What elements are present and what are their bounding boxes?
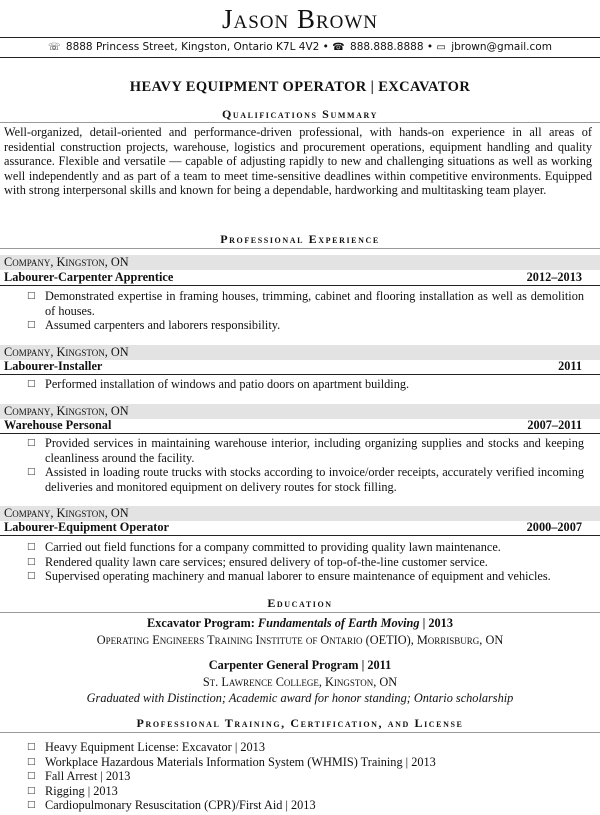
training-list — [0, 740, 600, 813]
list-item: □ Assumed carpenters and laborers responsibility. — [27, 318, 281, 333]
education-school: St. Lawrence College, Kingston, ON — [202, 674, 398, 689]
checkbox-bullet-icon: □ — [27, 542, 36, 552]
job-title: Labourer-Installer — [4, 359, 103, 373]
checkbox-bullet-icon: □ — [27, 771, 36, 782]
contact-separator: • — [322, 41, 329, 53]
contact-separator: • — [426, 41, 434, 53]
job-bullets — [0, 289, 600, 333]
header-rule-top — [0, 37, 600, 38]
education-program: Excavator Program: Fundamentals of Earth Moving | 2013 — [147, 616, 453, 630]
checkbox-bullet-icon: □ — [27, 467, 36, 478]
computer-icon: ▭ — [436, 42, 446, 53]
home-phone-icon: ☏ — [48, 42, 61, 53]
job-dates: 2012–2013 — [526, 270, 582, 284]
job-title: Labourer-Carpenter Apprentice — [4, 270, 174, 284]
checkbox-bullet-icon: □ — [27, 291, 36, 301]
job-title-row — [0, 418, 600, 434]
address: 8888 Princess Street, Kingston, Ontario K7L 4V2 — [65, 41, 320, 53]
list-item: □ Workplace Hazardous Materials Information System (WHMIS) Training | 2013 — [27, 754, 436, 769]
section-heading-training: Professional Training, Certification, and License — [136, 716, 464, 730]
section-rule — [0, 248, 600, 249]
list-item: □ Rendered quality lawn care services; ensured delivery of top-of-the-line customer service. — [27, 554, 488, 569]
job-title: Labourer-Equipment Operator — [4, 520, 169, 534]
job-company: Company, Kingston, ON — [0, 255, 600, 270]
education-school: Operating Engineers Training Institute of Ontario (OETIO), Morrisburg, ON — [96, 632, 504, 647]
section-rule — [0, 732, 600, 733]
job-title: Warehouse Personal — [4, 418, 112, 432]
telephone-icon: ☎ — [332, 42, 345, 53]
checkbox-bullet-icon: □ — [27, 379, 36, 389]
email[interactable]: jbrown@gmail.com — [451, 41, 552, 53]
education-note: Graduated with Distinction; Academic award for honor standing; Ontario scholarship — [86, 691, 514, 705]
job-dates: 2007–2011 — [527, 418, 582, 432]
job-dates: 2000–2007 — [526, 520, 582, 534]
list-item: □ Heavy Equipment License: Excavator | 2013 — [27, 740, 265, 754]
job-company: Company, Kingston, ON — [0, 506, 600, 521]
education-entry — [0, 615, 600, 648]
education-entry — [0, 657, 600, 707]
list-item: □ Cardiopulmonary Resuscitation (CPR)/First Aid | 2013 — [27, 798, 316, 813]
checkbox-bullet-icon: □ — [27, 756, 36, 767]
section-heading-experience: Professional Experience — [220, 232, 380, 246]
checkbox-bullet-icon: □ — [27, 742, 36, 752]
checkbox-bullet-icon: □ — [27, 571, 36, 582]
section-rule — [0, 612, 600, 613]
job-bullets — [0, 540, 600, 584]
checkbox-bullet-icon: □ — [27, 438, 36, 448]
job-title-row — [0, 270, 600, 286]
list-item: □ Supervised operating machinery and manual laborer to ensure maintenance of equipment and vehicles. — [27, 569, 551, 584]
section-heading-education: Education — [267, 596, 333, 610]
checkbox-bullet-icon: □ — [27, 800, 36, 811]
job-title-row — [0, 359, 600, 375]
list-item: □ Carried out field functions for a company committed to providing quality lawn maintenance. — [27, 540, 501, 554]
contact-line — [0, 41, 600, 53]
job-dates: 2011 — [558, 359, 582, 373]
list-item: □ Provided services in maintaining warehouse interior, including organizing supplies and stocks and keeping cleanliness around the facility. — [27, 436, 584, 465]
list-item: □ Performed installation of windows and patio doors on apartment building. — [27, 377, 410, 391]
section-rule — [0, 122, 600, 123]
section-heading-summary: Qualifications Summary — [221, 107, 378, 121]
job-company: Company, Kingston, ON — [0, 404, 600, 419]
header-rule-bottom — [0, 57, 600, 58]
education-program: Carpenter General Program | 2011 — [208, 658, 392, 672]
resume-title: HEAVY EQUIPMENT OPERATOR | EXCAVATOR — [129, 79, 471, 95]
summary-text: Well-organized, detail-oriented and performance-driven professional, with hands-on experience in all areas of residential construction projects, warehouse, logistics and procurement operations, equipment handling and quality assurance. Flexible and versatile — capable of adjusting rapidly to new and challenging situations as well as working well independently and as part of a team to meet time-sensitive deadlines within competitive environments. Equipped with strong interpersonal skills and known for being a dependable, hardworking and multitasking team player. — [4, 125, 592, 198]
job-bullets — [0, 436, 600, 494]
checkbox-bullet-icon: □ — [27, 320, 36, 331]
phone: 888.888.8888 — [350, 41, 424, 53]
list-item: □ Fall Arrest | 2013 — [27, 769, 131, 784]
checkbox-bullet-icon: □ — [27, 785, 36, 796]
list-item: □ Assisted in loading route trucks with stocks according to invoice/order receipts, accurately verified incoming deliveries and monitored equipment on delivery routes for stock filling. — [27, 465, 584, 494]
checkbox-bullet-icon: □ — [27, 556, 36, 567]
list-item: □ Demonstrated expertise in framing houses, trimming, cabinet and flooring installation as well as demolition of houses. — [27, 289, 584, 318]
job-company: Company, Kingston, ON — [0, 345, 600, 360]
candidate-name: Jason Brown — [221, 4, 379, 34]
job-bullets — [0, 377, 600, 392]
list-item: □ Rigging | 2013 — [27, 783, 118, 798]
job-title-row — [0, 520, 600, 536]
